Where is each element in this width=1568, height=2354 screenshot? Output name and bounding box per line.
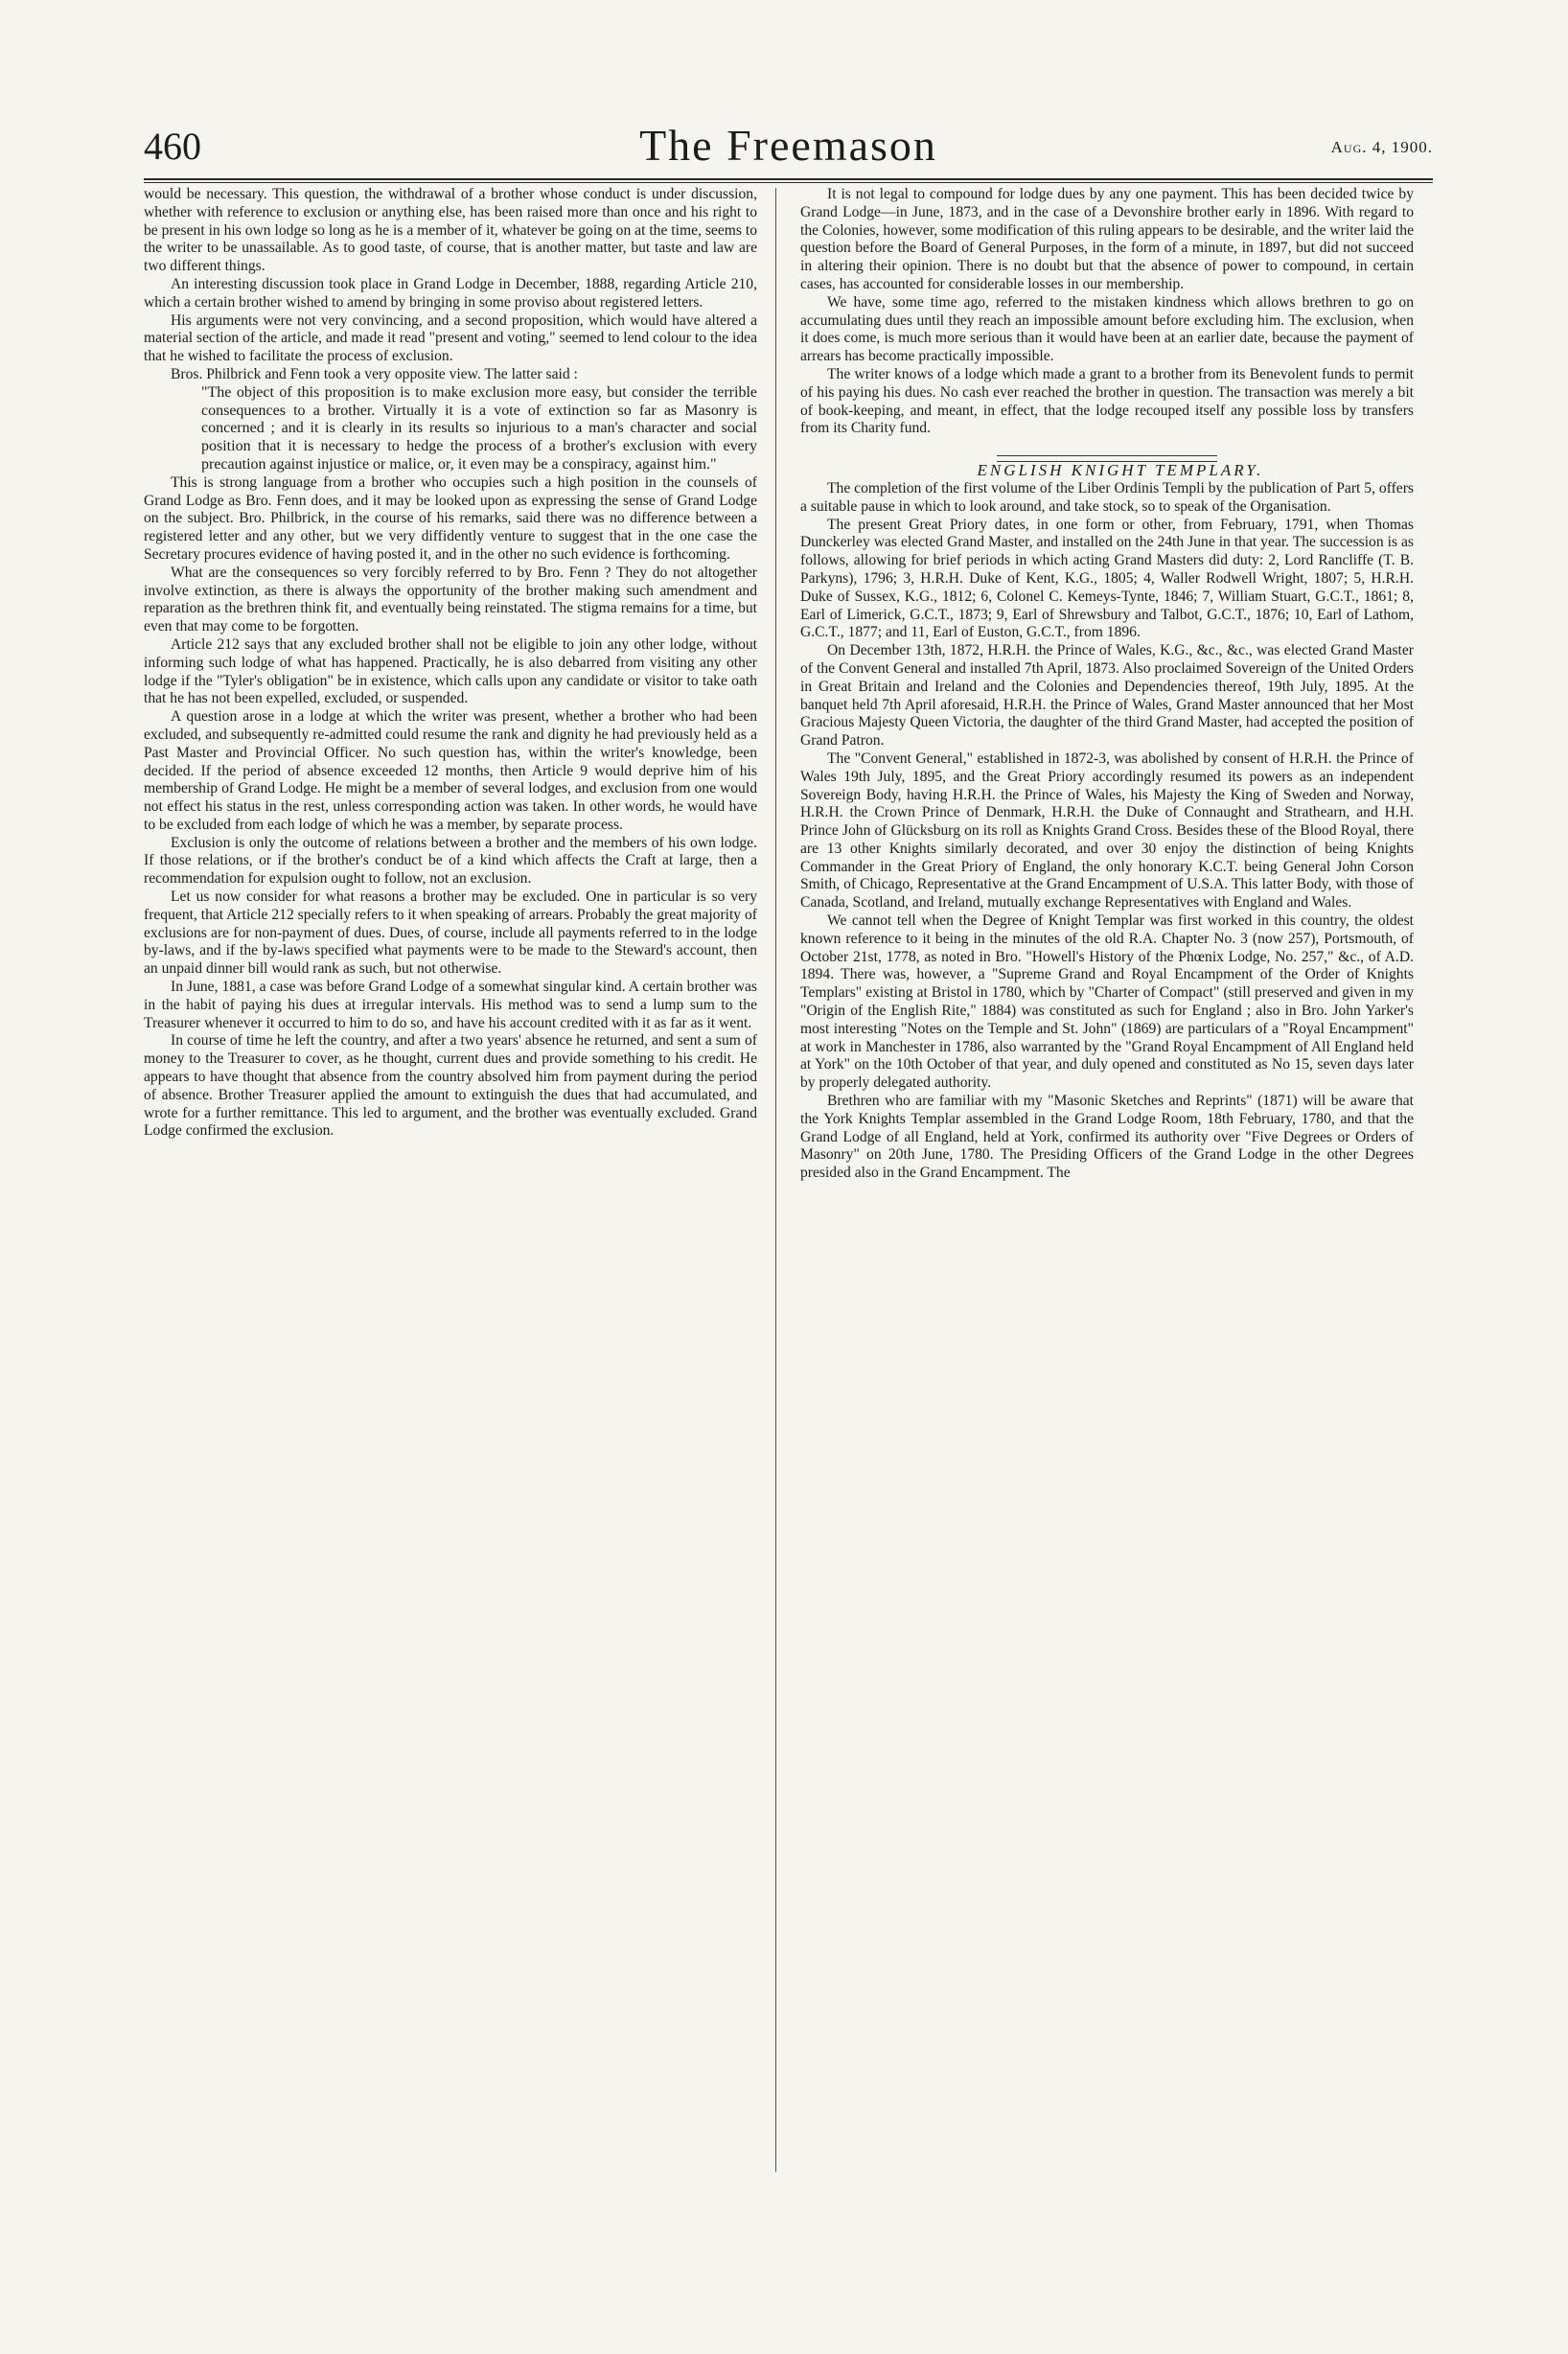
paragraph: Brethren who are familiar with my "Masonic Sketches and Reprints" (1871) will be aware that the York Knights Templar assembled in the Grand Lodge Room, 18th February, 1780, and that the Grand Lodge of all England, held at York, confirmed its authority over "Five Degrees or Orders of Masonry" on 20th June, 1780. The Presiding Officers of the Grand Lodge in the other Degrees presided also in the Grand Encampment. The <box>800 1093 1414 1182</box>
paragraph: The "Convent General," established in 1872-3, was abolished by consent of H.R.H. the Prince of Wales 19th July, 1895, and the Great Priory accordingly resumed its powers as an independent Sovereign Body, having H.R.H. the Prince of Wales, his Majesty the King of Sweden and Norway, H.R.H. the Crown Prince of Denmark, H.R.H. the Duke of Connaught and Strathearn, and H.H. Prince John of Glücksburg on its roll as Knights Grand Cross. Besides these of the Blood Royal, there are 13 other Knights similarly decorated, and over 30 enjoy the distinction of being Knights Commander in the Great Priory of England, the only honorary K.C.T. being General John Corson Smith, of Chicago, Representative at the Grand Encampment of U.S.A. This latter Body, with those of Canada, Scotland, and Ireland, mutually exchange Representatives with England and Wales. <box>800 750 1414 912</box>
paragraph: His arguments were not very convincing, and a second proposition, which would have altered a material section of the article, and made it read "present and voting," seemed to lend colour to the idea that he wished to facilitate the process of exclusion. <box>144 312 757 365</box>
paragraph: What are the consequences so very forcibly referred to by Bro. Fenn ? They do not altogether involve extinction, as there is always the opportunity of the brother making such amendment and reparation as the brethren think fit, and eventually being reinstated. The stigma remains for a time, but even that may come to be forgotten. <box>144 564 757 635</box>
paragraph: An interesting discussion took place in Grand Lodge in December, 1888, regarding Article 210, which a certain brother wished to amend by bringing in some proviso about registered letters. <box>144 275 757 311</box>
column-divider <box>775 188 776 2172</box>
issue-date: Aug. 4, 1900. <box>1330 138 1433 156</box>
header-rule-thin <box>144 182 1433 183</box>
paragraph: In June, 1881, a case was before Grand Lodge of a somewhat singular kind. A certain brother was in the habit of paying his dues at irregular intervals. His method was to send a lump sum to the Treasurer whenever it occurred to him to do so, and have his account credited with it as far as it went. <box>144 979 757 1031</box>
right-column <box>800 186 1414 1183</box>
paragraph: The completion of the first volume of the Liber Ordinis Templi by the publication of Part 5, offers a suitable pause in which to look around, and take stock, so to speak of the Organisation. <box>800 479 1414 515</box>
paragraph: would be necessary. This question, the withdrawal of a brother whose conduct is under discussion, whether with reference to exclusion or anything else, has been raised more than once and his right to be present in his own lodge so long as he is a member of it, whatever be going on at the time, seems to the writer to be unassailable. As to good taste, of course, that is another matter, but taste and law are two different things. <box>144 186 757 275</box>
paragraph: Let us now consider for what reasons a brother may be excluded. One in particular is so very frequent, that Article 212 specially refers to it when speaking of arrears. Probably the great majority of exclusions are for non-payment of dues. Dues, of course, include all payments referred to in the lodge by-laws, and if the by-laws specified what payments were to be made to the Steward's account, then an unpaid dinner bill would rank as such, but not otherwise. <box>144 889 757 978</box>
section-rule <box>997 455 1217 456</box>
page-number: 460 <box>144 125 201 168</box>
paragraph: On December 13th, 1872, H.R.H. the Prince of Wales, K.G., &c., &c., was elected Grand Master of the Convent General and installed 7th April, 1873. Also proclaimed Sovereign of the United Orders in Great Britain and Ireland and the Colonies and Dependencies thereof, 19th July, 1895. At the banquet held 7th April aforesaid, H.R.H. the Prince of Wales, Grand Master announced that her Most Gracious Majesty Queen Victoria, the daughter of the third Grand Master, had accepted the position of Grand Patron. <box>800 642 1414 750</box>
paragraph: Article 212 says that any excluded brother shall not be eligible to join any other lodge, without informing such lodge of what has happened. Practically, he is also debarred from visiting any other lodge if the "Tyler's obligation" be in existence, which calls upon any candidate or visitor to take oath that he has not been expelled, excluded, or suspended. <box>144 635 757 707</box>
section-heading: ENGLISH KNIGHT TEMPLARY. <box>977 461 1264 480</box>
paragraph: It is not legal to compound for lodge dues by any one payment. This has been decided twice by Grand Lodge—in June, 1873, and in the case of a Devonshire brother early in 1896. With regard to the Colonies, however, some modification of this ruling appears to be desirable, and the writer laid the question before the Board of General Purposes, in the form of a minute, in 1897, but did not succeed in altering their opinion. There is no doubt but that the absence of power to compound, in certain cases, has accounted for considerable losses in our membership. <box>800 186 1414 292</box>
paragraph: The present Great Priory dates, in one form or other, from February, 1791, when Thomas Dunckerley was elected Grand Master, and installed on the 24th June in that year. The succession is as follows, allowing for brief periods in which acting Grand Masters did duty: 2, Lord Rancliffe (T. B. Parkyns), 1796; 3, H.R.H. Duke of Kent, K.G., 1805; 4, Waller Rodwell Wright, 1807; 5, H.R.H. Duke of Sussex, K.G., 1812; 6, Colonel C. Kemeys-Tynte, 1846; 7, William Stuart, G.C.T., 1861; 8, Earl of Limerick, G.C.T., 1873; 9, Earl of Shrewsbury and Talbot, G.C.T., 1876; 10, Earl of Lathom, G.C.T., 1877; and 11, Earl of Euston, G.C.T., from 1896. <box>800 516 1414 641</box>
paragraph: The writer knows of a lodge which made a grant to a brother from its Benevolent funds to permit of his paying his dues. No cash ever reached the brother in question. The transaction was merely a bit of book-keeping, and meant, in effect, that the lodge recouped itself any possible loss by transfers from its Charity fund. <box>800 365 1414 437</box>
paragraph: We have, some time ago, referred to the mistaken kindness which allows brethren to go on accumulating dues until they reach an impossible amount before excluding him. The exclusion, when it does come, is much more serious than it would have been at an earlier date, because the payment of arrears has become practically impossible. <box>800 293 1414 365</box>
paragraph: In course of time he left the country, and after a two years' absence he returned, and sent a sum of money to the Treasurer to cover, as he thought, current dues and provide something to his credit. He appears to have thought that absence from the country absolved him from payment during the period of absence. Brother Treasurer applied the amount to extinguish the dues that had accumulated, and wrote for a further remittance. This led to argument, and the brother was eventually excluded. Grand Lodge confirmed the exclusion. <box>144 1032 757 1140</box>
publication-title: The Freemason <box>639 121 937 170</box>
left-column <box>144 186 757 1141</box>
masthead <box>144 123 1433 180</box>
paragraph: Exclusion is only the outcome of relations between a brother and the members of his own lodge. If those relations, or if the brother's conduct be of a kind which affects the Craft at large, then a recommendation for expulsion ought to follow, not an exclusion. <box>144 834 757 888</box>
paragraph: A question arose in a lodge at which the writer was present, whether a brother who had been excluded, and subsequently re-admitted could resume the rank and dignity he had previously held as a Past Master and Provincial Officer. No such question has, within the writer's knowledge, been decided. If the period of absence exceeded 12 months, then Article 9 would deprive him of his membership of Grand Lodge. He might be a member of several lodges, and exclusion from one would not effect his status in the rest, unless corresponding action was taken. In other words, he would have to be excluded from each lodge of which he was a member, by separate process. <box>144 708 757 833</box>
header-rule <box>144 178 1433 180</box>
paragraph: Bros. Philbrick and Fenn took a very opposite view. The latter said : <box>171 365 578 382</box>
block-quote: "The object of this proposition is to make exclusion more easy, but consider the terrible consequences to a brother. Virtually it is a vote of extinction so far as Masonry is concerned ; and it is clearly in its results so injurious to a man's character and social position that it is necessary to hedge the process of a brother's exclusion with every precaution against injustice or malice, or, it even may be a conspiracy, against him." <box>201 383 757 473</box>
paragraph: This is strong language from a brother who occupies such a high position in the counsels of Grand Lodge as Bro. Fenn does, and it may be looked upon as expressing the sense of Grand Lodge on the subject. Bro. Philbrick, in the course of his remarks, said there was no difference between a registered letter and any other, but we very diffidently venture to suggest that in the one case the Secretary procures evidence of having posted it, and in the other no such evidence is forthcoming. <box>144 473 757 563</box>
paragraph: We cannot tell when the Degree of Knight Templar was first worked in this country, the oldest known reference to it being in the minutes of the old R.A. Chapter No. 3 (now 257), Portsmouth, of October 21st, 1778, as noted in Bro. "Howell's History of the Phœnix Lodge, No. 257," &c., of A.D. 1894. There was, however, a "Supreme Grand and Royal Encampment of the Order of Knights Templars" existing at Bristol in 1780, which by "Charter of Compact" (still preserved and given in my "Origin of the English Rite," 1884) was constituted as such for England ; also in Bro. John Yarker's most interesting "Notes on the Temple and St. John" (1869) are particulars of a "Royal Encampment" at work in Manchester in 1786, also warranted by the "Grand Royal Encampment of All England held at York" on the 10th October of that year, and duly opened and constituted as No 15, seven days later by properly delegated authority. <box>800 912 1414 1092</box>
